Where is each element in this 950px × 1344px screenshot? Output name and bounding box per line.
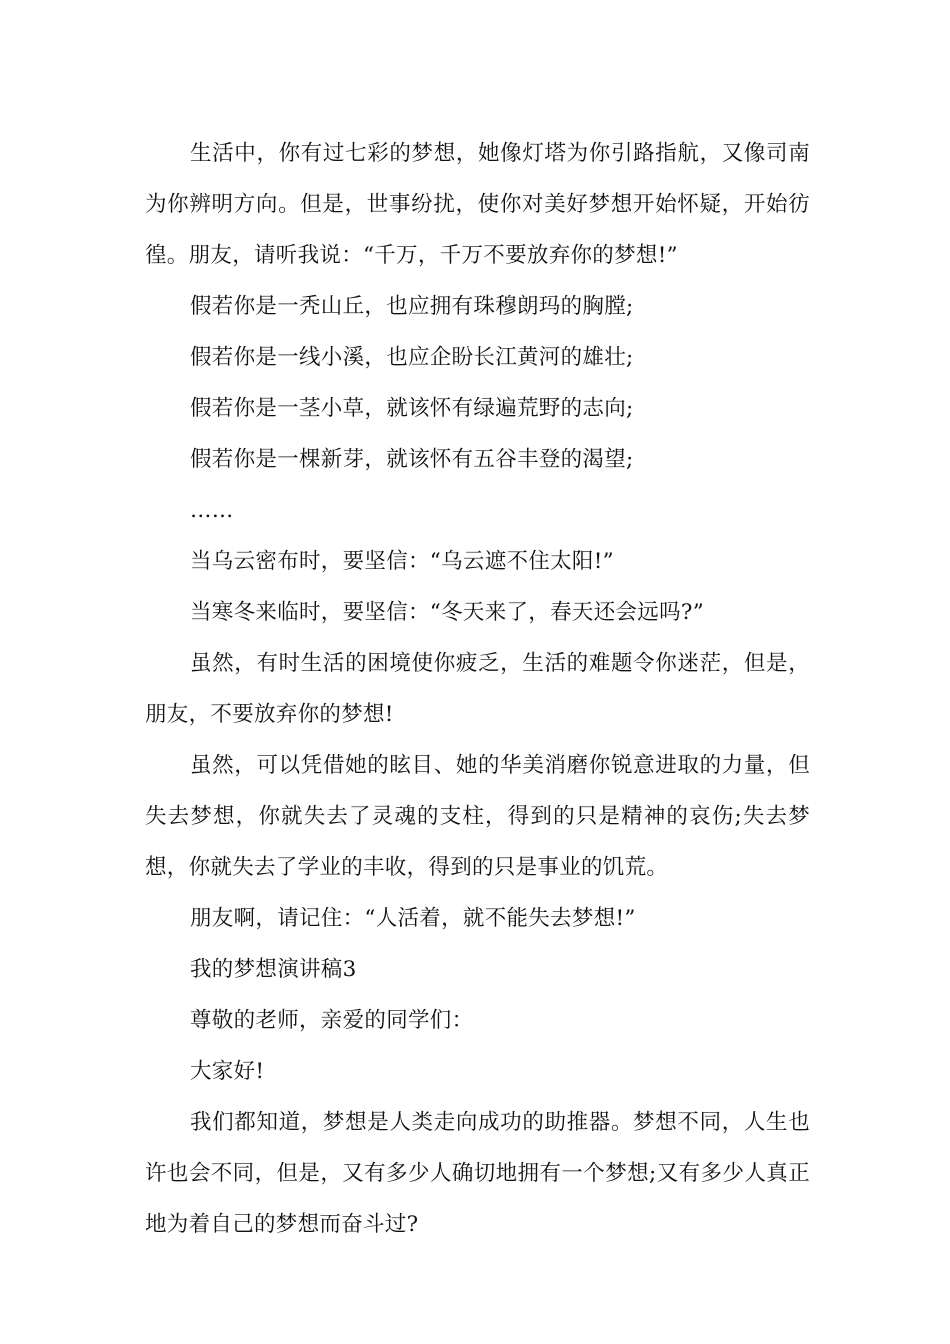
paragraph-losing-dream: 虽然，可以凭借她的眩目、她的华美消磨你锐意进取的力量，但失去梦想，你就失去了灵魂的支柱，得到的只是精神的哀伤;失去梦想，你就失去了学业的丰收，得到的只是事业的饥荒。 bbox=[145, 753, 810, 880]
paragraph-stream: 假若你是一线小溪，也应企盼长江黄河的雄壮; bbox=[190, 345, 634, 370]
paragraph-hill: 假若你是一秃山丘，也应拥有珠穆朗玛的胸膛; bbox=[190, 294, 634, 319]
paragraph-remember: 朋友啊，请记住：“人活着，就不能失去梦想!” bbox=[190, 906, 636, 931]
paragraph-sprout: 假若你是一棵新芽，就该怀有五谷丰登的渴望; bbox=[190, 447, 634, 472]
paragraph-ellipsis: …… bbox=[190, 498, 234, 523]
paragraph-winter: 当寒冬来临时，要坚信：“冬天来了，春天还会远吗?” bbox=[190, 600, 705, 625]
paragraph-speech-opening: 我们都知道，梦想是人类走向成功的助推器。梦想不同，人生也许也会不同，但是，又有多少人确切地拥有一个梦想;又有多少人真正地为着自己的梦想而奋斗过? bbox=[145, 1110, 810, 1237]
document-body bbox=[145, 128, 810, 1250]
paragraph-hardship: 虽然，有时生活的困境使你疲乏，生活的难题令你迷茫，但是，朋友，不要放弃你的梦想! bbox=[145, 651, 810, 727]
salutation: 尊敬的老师，亲爱的同学们： bbox=[190, 1008, 474, 1033]
greeting: 大家好! bbox=[190, 1059, 265, 1084]
paragraph-dark-clouds: 当乌云密布时，要坚信：“乌云遮不住太阳!” bbox=[190, 549, 614, 574]
paragraph-dream-intro: 生活中，你有过七彩的梦想，她像灯塔为你引路指航，又像司南为你辨明方向。但是，世事纷扰，使你对美好梦想开始怀疑，开始彷徨。朋友，请听我说：“千万，千万不要放弃你的梦想!” bbox=[145, 141, 810, 268]
paragraph-grass: 假若你是一茎小草，就该怀有绿遍荒野的志向; bbox=[190, 396, 634, 421]
section-heading: 我的梦想演讲稿3 bbox=[190, 957, 357, 982]
